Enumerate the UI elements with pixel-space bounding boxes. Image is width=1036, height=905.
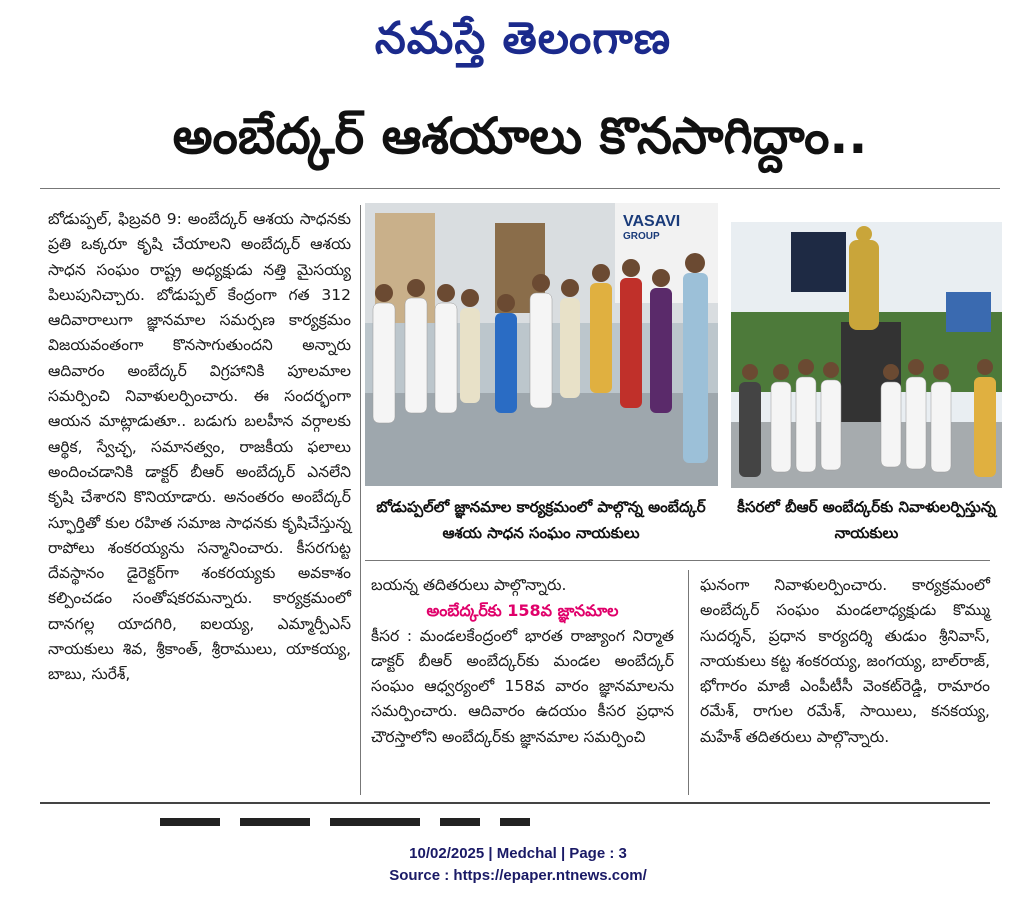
article-column-3: ఘనంగా నివాళులర్పించారు. కార్యక్రమంలో అంబేద్కర్ సంఘం మండలాధ్యక్షుడు కొమ్ము సుదర్శన్, ప్రధాన కార్యదర్శి తుడుం శ్రీనివాస్, నాయకులు కట్ట శంకరయ్య, జంగయ్య, బాల్‌రాజ్, భోగారం మాజీ ఎంపీటీసీ వెంకట్‌రెడ్డి, రామారం రమేశ్, రాగుల రమేశ్, సాయిలు, కనకయ్య, మహేశ్ తదితరులు పాల్గొన్నారు. — [700, 576, 990, 746]
vasavi-sign — [623, 213, 713, 242]
vasavi-sign-main: VASAVI — [623, 213, 681, 230]
cropped-text-fragment — [160, 812, 580, 830]
photo-caption-keesara: కీసరలో బీఆర్ అంబేద్కర్‌కు నివాళులర్పిస్తున్న నాయకులు — [737, 498, 996, 542]
column-divider-right — [688, 570, 689, 795]
photo-caption-boduppal: బోడుప్పల్‌లో జ్ఞానమాల కార్యక్రమంలో పాల్గొన్న అంబేద్కర్ ఆశయ సాధన సంఘం నాయకులు — [376, 498, 706, 542]
photo-boduppal-event — [365, 203, 718, 486]
caption-divider — [365, 560, 990, 561]
column-divider — [360, 205, 361, 795]
footer-source-link[interactable]: Source : https://epaper.ntnews.com/ — [389, 867, 647, 884]
article-column-2 — [371, 573, 674, 750]
column-2-body: కీసర : మండలకేంద్రంలో భారత రాజ్యాంగ నిర్మాత డాక్టర్ బీఆర్ అంబేద్కర్‌కు మండల అంబేద్కర్ సంఘం ఆధ్వర్యంలో 158వ వారం జ్ఞానమాలను సమర్పించారు. ఆదివారం ఉదయం కీసర ప్రధాన చౌరస్తాలోని అంబేద్కర్‌కు జ్ఞానమాల సమర్పించి — [371, 626, 674, 746]
photo-keesara-illustration — [731, 222, 1002, 488]
column-2-lead: బయన్న తదితరులు పాల్గొన్నారు. — [371, 576, 567, 594]
photo-keesara-event — [731, 222, 1002, 488]
headline-divider — [40, 188, 1000, 189]
photo-boduppal-illustration — [365, 203, 718, 486]
article-headline: అంబేద్కర్ ఆశయాలు కొనసాగిద్దాం.. — [172, 107, 868, 165]
page-bottom-rule — [40, 802, 990, 804]
cut-off-next-headline — [160, 812, 580, 830]
section-subhead: అంబేద్కర్‌కు 158వ జ్ఞానమాల — [426, 601, 619, 621]
article-column-1: బోడుప్పల్, ఫిబ్రవరి 9: అంబేద్కర్ ఆశయ సాధనకు ప్రతి ఒక్కరూ కృషి చేయాలని అంబేద్కర్ ఆశయ సాధన సంఘం రాష్ట్ర అధ్యక్షుడు నత్తి మైసయ్య పిలుపునిచ్చారు. బోడుప్పల్ కేంద్రంగా గత 312 ఆదివారాలుగా జ్ఞానమాల సమర్పణ కార్యక్రమం విజయవంతంగా కొనసాగుతుందని అన్నారు ఆదివారం అంబేద్కర్ విగ్రహానికి పూలమాల సమర్పించి నివాళులర్పించారు. ఈ సందర్భంగా ఆయన మాట్లాడుతూ.. బడుగు బలహీన వర్గాలకు ఆర్థిక, స్వేచ్ఛ, సమానత్వం, రాజకీయ ఫలాలు అందించడానికి డాక్టర్ బీఆర్ అంబేద్కర్ ఎనలేని కృషి చేశారని కొనియాడారు. అనంతరం అంబేద్కర్ స్ఫూర్తితో కుల రహిత సమాజ సాధనకు కృషిచేస్తున్న రాపోలు శంకరయ్యను సన్మానించారు. కీసరగుట్ట దేవస్థానం డైరెక్టర్‌గా శంకరయ్యకు అవకాశం కల్పించడం సంతోషకరమన్నారు. కార్యక్రమంలో దానగల్ల యాదగిరి, ఐలయ్య, ఎమ్మార్పీఎస్ నాయకులు శివ, శ్రీకాంత్, శ్రీరాములు, యాకయ్య, బాబు, సురేశ్, — [48, 210, 351, 684]
vasavi-sign-sub: GROUP — [623, 231, 660, 242]
newspaper-masthead: నమస్తే తెలంగాణ — [374, 13, 672, 64]
footer-date-edition: 10/02/2025 | Medchal | Page : 3 — [409, 845, 627, 862]
